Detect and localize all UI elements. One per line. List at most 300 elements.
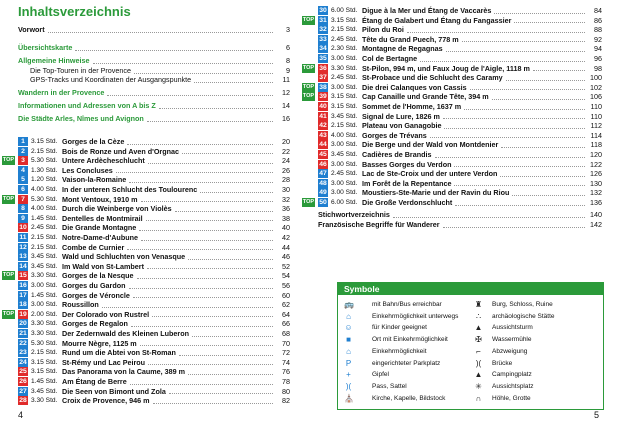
tour-number-badge: 47 bbox=[319, 170, 327, 178]
tour-duration: 3.30 Std. bbox=[31, 397, 58, 405]
tour-title: Die drei Calanques von Cassis bbox=[362, 82, 467, 92]
entry-title: GPS-Tracks und Koordinaten der Ausgangspunkte bbox=[30, 75, 192, 84]
leader-dots bbox=[152, 311, 273, 317]
leader-dots bbox=[443, 113, 585, 119]
tour-page: 114 bbox=[590, 130, 602, 140]
entry-page: 142 bbox=[590, 220, 602, 229]
entry-title: Allgemeine Hinweise bbox=[18, 56, 90, 65]
tour-number-badge: 11 bbox=[19, 234, 27, 241]
tour-entry[interactable] bbox=[362, 35, 602, 44]
tour-duration: 4.00 Std. bbox=[331, 131, 358, 139]
tour-title: Signal de Lure, 1826 m bbox=[362, 111, 440, 121]
symbol-legend bbox=[337, 282, 604, 410]
tour-duration: 2.15 Std. bbox=[31, 147, 58, 155]
tour-title: Bois de Ronze und Aven d'Orgnac bbox=[62, 146, 179, 156]
tour-duration: 1.45 Std. bbox=[31, 378, 58, 385]
leader-dots bbox=[147, 116, 273, 122]
leader-dots bbox=[140, 340, 273, 346]
tour-title: Croix de Provence, 946 m bbox=[62, 396, 150, 406]
symbol-label: mit Bahn/Bus erreichbar bbox=[372, 301, 442, 308]
tour-number-badge: 17 bbox=[19, 291, 27, 299]
tour-number-badge: 21 bbox=[19, 330, 27, 337]
tour-number-badge: 23 bbox=[19, 349, 27, 357]
tour-number-badge: 8 bbox=[18, 204, 28, 213]
tour-page: 126 bbox=[590, 169, 602, 179]
page-number-right: 5 bbox=[594, 410, 600, 420]
bridge-icon: )( bbox=[475, 358, 482, 368]
entry-title: Die Top-Touren in der Provence bbox=[30, 66, 131, 75]
leader-dots bbox=[148, 158, 273, 164]
tour-number-badge: 43 bbox=[319, 131, 327, 139]
archaeology-icon: ∴ bbox=[475, 311, 482, 321]
tour-number-badge: 48 bbox=[319, 179, 327, 187]
tour-title: Tête du Grand Puech, 778 m bbox=[362, 34, 459, 44]
leader-dots bbox=[127, 139, 273, 145]
leader-dots bbox=[129, 283, 274, 289]
symbol-label: Gipfel bbox=[372, 371, 389, 379]
leader-dots bbox=[446, 46, 585, 52]
leader-dots bbox=[194, 77, 273, 83]
entry-page: 3 bbox=[286, 25, 290, 34]
pass-icon: )( bbox=[345, 381, 352, 391]
tour-number-badge: 19 bbox=[19, 310, 27, 318]
leader-dots bbox=[153, 398, 274, 404]
tour-page: 60 bbox=[282, 290, 290, 300]
tour-entry[interactable] bbox=[362, 179, 602, 188]
tour-page: 88 bbox=[594, 25, 602, 35]
leader-dots bbox=[420, 56, 585, 62]
tour-number-badge: 31 bbox=[319, 16, 327, 24]
bus-icon: 🚌 bbox=[344, 300, 354, 309]
hut-icon: ⌂ bbox=[346, 346, 351, 356]
symbol-label: für Kinder geeignet bbox=[372, 324, 427, 332]
tour-entry[interactable] bbox=[62, 348, 290, 357]
leader-dots bbox=[127, 244, 273, 250]
tour-number-badge: 16 bbox=[19, 282, 27, 289]
tour-title: Im Forêt de la Repentance bbox=[362, 178, 452, 188]
tour-number-badge: 33 bbox=[319, 35, 327, 43]
leader-dots bbox=[141, 196, 274, 202]
tour-page: 120 bbox=[590, 150, 602, 159]
entry-page: 140 bbox=[590, 210, 602, 219]
leader-dots bbox=[139, 225, 273, 231]
tour-duration: 3.15 Std. bbox=[31, 368, 58, 376]
entry-title: Französische Begriffe für Wanderer bbox=[318, 220, 440, 229]
tour-title: Les Concluses bbox=[62, 165, 113, 175]
front-matter-entry[interactable] bbox=[18, 114, 290, 123]
tour-duration: 2.45 Std. bbox=[31, 224, 58, 232]
tour-entry[interactable] bbox=[62, 166, 290, 175]
tour-duration: 3.00 Std. bbox=[31, 301, 58, 309]
tour-entry[interactable] bbox=[62, 396, 290, 405]
tower-icon: ▲ bbox=[474, 323, 483, 333]
tour-number-badge: 49 bbox=[319, 189, 327, 197]
tour-duration: 3.30 Std. bbox=[31, 272, 58, 280]
tour-entry[interactable] bbox=[62, 204, 290, 213]
entry-title: Übersichtskarte bbox=[18, 43, 73, 52]
tour-duration: 2.15 Std. bbox=[331, 122, 358, 130]
tour-title: Basses Gorges du Verdon bbox=[362, 159, 452, 169]
viewpoint-icon: ✳ bbox=[475, 381, 482, 391]
tour-entry[interactable] bbox=[362, 150, 602, 159]
front-matter-entry[interactable] bbox=[18, 88, 290, 97]
tour-entry[interactable] bbox=[62, 262, 290, 271]
tour-page: 56 bbox=[282, 281, 290, 290]
tour-page: 30 bbox=[282, 185, 290, 194]
tour-title: Mourre Nègre, 1125 m bbox=[62, 338, 137, 348]
tour-title: Montagne de Regagnas bbox=[362, 44, 443, 54]
leader-dots bbox=[93, 58, 274, 64]
tour-title: Étang de Galabert und Étang du Fangassier bbox=[362, 15, 512, 25]
tour-number-badge: 15 bbox=[19, 272, 27, 280]
tour-entry[interactable] bbox=[362, 112, 602, 121]
index-entry[interactable] bbox=[318, 220, 602, 229]
top-tour-badge: TOP bbox=[302, 83, 315, 90]
tour-page: 100 bbox=[590, 73, 602, 83]
tour-title: Cap Canaille und Grande Tête, 394 m bbox=[362, 92, 489, 102]
tour-number-badge: 34 bbox=[319, 45, 327, 53]
leader-dots bbox=[430, 132, 585, 138]
tour-entry[interactable] bbox=[362, 160, 602, 169]
tour-duration: 2.15 Std. bbox=[31, 349, 58, 357]
tour-duration: 2.30 Std. bbox=[331, 45, 358, 53]
top-tour-badge: TOP bbox=[302, 93, 315, 100]
tour-page: 22 bbox=[282, 146, 290, 156]
tour-page: 26 bbox=[282, 165, 290, 175]
tour-title: Die Berge und der Wald von Montdenier bbox=[362, 140, 499, 150]
tour-duration: 5.30 Std. bbox=[31, 195, 58, 203]
tour-entry[interactable] bbox=[362, 16, 602, 25]
leader-dots bbox=[200, 187, 273, 193]
tour-number-badge: 14 bbox=[19, 262, 27, 270]
tour-title: Der Colorado von Rustrel bbox=[62, 309, 150, 319]
tour-duration: 3.00 Std. bbox=[31, 282, 58, 289]
tour-page: 122 bbox=[590, 159, 602, 169]
tour-duration: 3.15 Std. bbox=[31, 138, 58, 145]
tour-title: St-Pilon, 994 m, und Faux Joug de l'Aigle, 1118 m bbox=[362, 63, 530, 73]
tour-duration: 2.15 Std. bbox=[331, 26, 358, 34]
tour-number-badge: 5 bbox=[18, 175, 28, 184]
tour-title: Gorges de Trévans bbox=[362, 130, 427, 140]
entry-page: 11 bbox=[282, 75, 290, 84]
tour-number-badge: 37 bbox=[319, 74, 327, 82]
tour-title: Gorges de Véroncle bbox=[62, 290, 130, 300]
tour-entry[interactable] bbox=[62, 329, 290, 338]
tour-title: Pilon du Roi bbox=[362, 25, 404, 35]
tour-number-badge: 36 bbox=[319, 64, 327, 72]
tour-page: 78 bbox=[282, 377, 290, 386]
front-matter-entry[interactable] bbox=[18, 101, 290, 110]
tour-title: Digue à la Mer und Étang de Vaccarès bbox=[362, 6, 492, 15]
tour-entry[interactable] bbox=[62, 137, 290, 146]
tour-title: Die Große Verdonschlucht bbox=[362, 198, 453, 207]
tour-page: 92 bbox=[594, 34, 602, 44]
tour-number-badge: 18 bbox=[19, 301, 27, 309]
tour-title: St-Rémy und Lac Peirou bbox=[62, 357, 146, 367]
tour-number-badge: 26 bbox=[19, 378, 27, 385]
tour-page: 62 bbox=[282, 300, 290, 310]
leader-dots bbox=[141, 235, 273, 241]
tour-duration: 4.00 Std. bbox=[31, 205, 58, 213]
tour-entry[interactable] bbox=[362, 92, 602, 101]
cave-icon: ∩ bbox=[475, 393, 482, 403]
tour-entry[interactable] bbox=[362, 83, 602, 92]
leader-dots bbox=[131, 321, 273, 327]
camping-icon: ▲ bbox=[474, 370, 483, 380]
tour-duration: 3.15 Std. bbox=[331, 16, 358, 24]
top-tour-badge: TOP bbox=[2, 195, 15, 202]
tour-number-badge: 38 bbox=[319, 83, 327, 91]
page-number-left: 4 bbox=[18, 410, 24, 420]
tour-entry[interactable] bbox=[62, 291, 290, 300]
tour-entry[interactable] bbox=[362, 73, 602, 82]
tour-page: 72 bbox=[282, 348, 290, 358]
tour-page: 96 bbox=[594, 54, 602, 63]
tour-title: Wald und Schluchten von Venasque bbox=[62, 252, 186, 262]
front-matter-entry[interactable] bbox=[18, 43, 290, 52]
tour-entry[interactable] bbox=[62, 367, 290, 376]
leader-dots bbox=[492, 94, 585, 100]
tour-title: Lac de Ste-Croix und der untere Verdon bbox=[362, 169, 498, 179]
top-tour-badge: TOP bbox=[302, 199, 315, 205]
leader-dots bbox=[462, 36, 585, 42]
tour-title: Rund um die Abtei von St-Roman bbox=[62, 348, 176, 358]
tour-title: Plateau von Ganagobie bbox=[362, 121, 442, 131]
tour-entry[interactable] bbox=[62, 281, 290, 290]
leader-dots bbox=[188, 254, 273, 260]
tour-entry[interactable] bbox=[362, 121, 602, 130]
village-icon: ■ bbox=[346, 335, 351, 345]
tour-duration: 3.45 Std. bbox=[31, 253, 58, 261]
leader-dots bbox=[393, 212, 585, 218]
tour-title: Gorges du Gardon bbox=[62, 281, 126, 290]
tour-entry[interactable] bbox=[362, 131, 602, 140]
tour-entry[interactable] bbox=[62, 214, 290, 223]
tour-page: 20 bbox=[282, 137, 290, 146]
leader-dots bbox=[514, 17, 585, 23]
tour-entry[interactable] bbox=[62, 339, 290, 348]
leader-dots bbox=[444, 123, 585, 129]
leader-dots bbox=[102, 302, 273, 308]
tour-duration: 3.45 Std. bbox=[31, 262, 58, 270]
tour-entry[interactable] bbox=[362, 198, 602, 207]
tour-duration: 3.00 Std. bbox=[331, 160, 358, 168]
leader-dots bbox=[179, 350, 273, 356]
tour-entry[interactable] bbox=[62, 310, 290, 319]
tour-page: 112 bbox=[590, 121, 602, 131]
entry-title: Die Städte Arles, Nîmes und Avignon bbox=[18, 114, 144, 123]
entry-page: 14 bbox=[282, 101, 290, 110]
tour-title: Untere Ardècheschlucht bbox=[62, 156, 145, 166]
symbol-label: Ort mit Einkehrmöglichkeit bbox=[372, 336, 448, 344]
tour-entry[interactable] bbox=[362, 54, 602, 63]
tour-entry[interactable] bbox=[62, 175, 290, 184]
top-tour-badge: TOP bbox=[2, 310, 15, 317]
tour-entry[interactable] bbox=[62, 243, 290, 252]
tour-page: 136 bbox=[590, 198, 602, 207]
tour-title: Sommet de l'Homme, 1637 m bbox=[362, 102, 462, 111]
tour-title: Notre-Dame-d'Aubune bbox=[62, 233, 138, 242]
tour-duration: 2.45 Std. bbox=[331, 35, 358, 43]
tour-page: 70 bbox=[282, 338, 290, 348]
symbol-label: Aussichtsturm bbox=[492, 324, 533, 332]
tour-number-badge: 45 bbox=[319, 151, 327, 158]
symbol-heading: Symbole bbox=[338, 283, 603, 295]
tour-duration: 3.00 Std. bbox=[331, 141, 358, 149]
tour-duration: 3.45 Std. bbox=[331, 151, 358, 158]
tour-duration: 1.30 Std. bbox=[31, 166, 58, 174]
leader-dots bbox=[133, 292, 273, 298]
tour-entry[interactable] bbox=[62, 223, 290, 232]
tour-duration: 2.15 Std. bbox=[31, 243, 58, 251]
tour-page: 44 bbox=[282, 242, 290, 252]
tour-page: 46 bbox=[282, 252, 290, 262]
symbol-label: Campingplatz bbox=[492, 371, 532, 379]
symbol-label: Wassermühle bbox=[492, 336, 532, 344]
leader-dots bbox=[455, 200, 585, 206]
leader-dots bbox=[501, 142, 585, 148]
tour-title: Gorges de la Nesque bbox=[62, 271, 134, 281]
symbol-label: Höhle, Grotte bbox=[492, 394, 531, 402]
front-matter-entry[interactable] bbox=[18, 56, 290, 65]
tour-entry[interactable] bbox=[362, 169, 602, 178]
tour-page: 106 bbox=[590, 92, 602, 102]
tour-number-badge: 41 bbox=[319, 112, 327, 120]
mill-icon: ✠ bbox=[475, 335, 482, 345]
tour-entry[interactable] bbox=[62, 233, 290, 242]
leader-dots bbox=[107, 90, 273, 96]
tour-entry[interactable] bbox=[62, 387, 290, 396]
tour-duration: 3.15 Std. bbox=[31, 358, 58, 366]
tour-page: 66 bbox=[282, 319, 290, 329]
tour-number-badge: 35 bbox=[319, 55, 327, 62]
tour-duration: 1.45 Std. bbox=[31, 291, 58, 299]
tour-duration: 1.45 Std. bbox=[31, 214, 58, 222]
castle-icon: ♜ bbox=[474, 300, 483, 309]
tour-entry[interactable] bbox=[62, 195, 290, 204]
tour-duration: 2.00 Std. bbox=[31, 310, 58, 318]
tour-title: Roussillon bbox=[62, 300, 99, 310]
tour-entry[interactable] bbox=[362, 25, 602, 34]
tour-number-badge: 44 bbox=[319, 141, 327, 149]
restaurant-icon: ⌂ bbox=[346, 311, 351, 321]
tour-duration: 3.30 Std. bbox=[331, 64, 358, 72]
tour-entry[interactable] bbox=[362, 44, 602, 53]
tour-title: St-Probace und die Schlucht des Caramy bbox=[362, 73, 503, 83]
page-title: Inhaltsverzeichnis bbox=[18, 4, 131, 19]
tour-number-badge: 9 bbox=[18, 214, 28, 223]
symbol-label: Abzweigung bbox=[492, 347, 528, 355]
tour-number-badge: 30 bbox=[319, 7, 327, 14]
symbol-label: Pass, Sattel bbox=[372, 382, 407, 390]
leader-dots bbox=[454, 180, 585, 186]
tour-duration: 2.45 Std. bbox=[331, 170, 358, 178]
tour-duration: 3.00 Std. bbox=[331, 83, 358, 91]
tour-number-badge: 28 bbox=[19, 397, 27, 405]
tour-page: 28 bbox=[282, 175, 290, 185]
tour-page: 54 bbox=[282, 271, 290, 281]
tour-page: 42 bbox=[282, 233, 290, 242]
symbol-label: archäologische Stätte bbox=[492, 312, 555, 320]
tour-number-badge: 2 bbox=[18, 147, 28, 156]
junction-icon: ⌐ bbox=[476, 346, 481, 356]
leader-dots bbox=[407, 27, 585, 33]
tour-entry[interactable] bbox=[62, 185, 290, 194]
index-entry[interactable] bbox=[318, 210, 602, 219]
front-matter-entry[interactable] bbox=[18, 75, 290, 84]
top-tour-badge: TOP bbox=[2, 157, 15, 164]
tour-entry[interactable] bbox=[62, 377, 290, 386]
tour-duration: 5.30 Std. bbox=[31, 339, 58, 347]
tour-title: Durch die Weinberge von Violès bbox=[62, 204, 172, 214]
tour-page: 32 bbox=[282, 194, 290, 204]
tour-number-badge: 3 bbox=[18, 156, 28, 165]
tour-number-badge: 22 bbox=[19, 339, 27, 347]
tour-number-badge: 12 bbox=[19, 243, 27, 251]
tour-number-badge: 10 bbox=[19, 224, 27, 232]
tour-page: 74 bbox=[282, 357, 290, 367]
tour-title: Mont Ventoux, 1910 m bbox=[62, 194, 138, 204]
tour-page: 36 bbox=[282, 204, 290, 214]
symbol-label: Einkehrmöglichkeit bbox=[372, 347, 427, 355]
tour-title: In der unteren Schlucht des Toulourenc bbox=[62, 185, 198, 194]
tour-entry[interactable] bbox=[362, 102, 602, 111]
tour-title: Am Étang de Berre bbox=[62, 377, 127, 386]
leader-dots bbox=[169, 388, 273, 394]
tour-page: 24 bbox=[282, 156, 290, 166]
entry-title: Stichwortverzeichnis bbox=[318, 210, 390, 219]
tour-duration: 3.00 Std. bbox=[331, 55, 358, 62]
leader-dots bbox=[116, 167, 273, 173]
tour-number-badge: 7 bbox=[18, 195, 28, 204]
tour-duration: 2.15 Std. bbox=[31, 234, 58, 241]
tour-entry[interactable] bbox=[362, 6, 602, 15]
entry-page: 16 bbox=[282, 114, 290, 123]
tour-entry[interactable] bbox=[62, 156, 290, 165]
tour-page: 130 bbox=[590, 178, 602, 188]
tour-entry[interactable] bbox=[62, 252, 290, 261]
tour-entry[interactable] bbox=[62, 147, 290, 156]
tour-title: Dentelles de Montmirail bbox=[62, 213, 143, 223]
tour-duration: 5.30 Std. bbox=[31, 157, 58, 165]
front-matter-entry[interactable] bbox=[18, 66, 290, 75]
tour-page: 98 bbox=[594, 63, 602, 73]
tour-entry[interactable] bbox=[62, 358, 290, 367]
tour-entry[interactable] bbox=[362, 140, 602, 149]
tour-title: Die Grande Montagne bbox=[62, 223, 137, 233]
tour-title: Im Wald von St-Lambert bbox=[62, 261, 144, 271]
tour-page: 84 bbox=[594, 6, 602, 15]
front-matter-entry[interactable] bbox=[18, 25, 290, 34]
symbol-label: Einkehrmöglichkeit unterwegs bbox=[372, 312, 459, 320]
tour-number-badge: 4 bbox=[18, 166, 28, 175]
leader-dots bbox=[443, 222, 585, 228]
tour-entry[interactable] bbox=[62, 319, 290, 328]
leader-dots bbox=[494, 8, 585, 14]
tour-page: 94 bbox=[594, 44, 602, 54]
tour-number-badge: 25 bbox=[19, 368, 27, 376]
tour-entry[interactable] bbox=[62, 300, 290, 309]
leader-dots bbox=[137, 273, 274, 279]
tour-entry[interactable] bbox=[62, 271, 290, 280]
tour-entry[interactable] bbox=[362, 188, 602, 197]
tour-page: 40 bbox=[282, 223, 290, 233]
entry-page: 12 bbox=[282, 88, 290, 97]
tour-page: 80 bbox=[282, 386, 290, 396]
tour-entry[interactable] bbox=[362, 64, 602, 73]
tour-title: Col de Bertagne bbox=[362, 54, 418, 63]
tour-page: 64 bbox=[282, 309, 290, 319]
